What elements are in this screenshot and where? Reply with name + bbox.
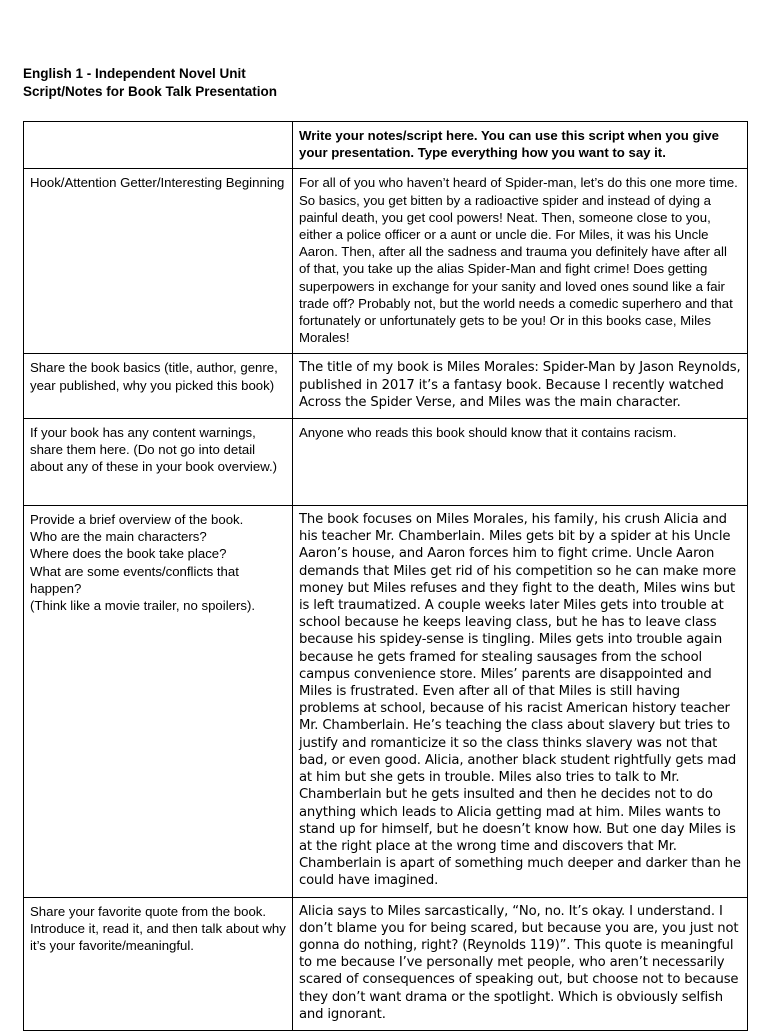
header-instructions-cell: Write your notes/script here. You can use this script when you give your presentation. Type everything how you want to say it. — [293, 122, 748, 169]
table-header-row — [24, 122, 748, 169]
prompt-cell-favorite-quote: Share your favorite quote from the book. Introduce it, read it, and then talk about why it’s your favorite/meaningful. — [24, 897, 293, 1030]
prompt-cell-content-warnings: If your book has any content warnings, share them here. (Do not go into detail about any of these in your book overview.) — [24, 419, 293, 506]
document-title-assignment: Script/Notes for Book Talk Presentation — [23, 84, 278, 99]
table-row-book-basics — [24, 354, 748, 419]
prompt-cell-book-basics: Share the book basics (title, author, genre, year published, why you picked this book) — [24, 354, 293, 419]
table-row-overview — [24, 506, 748, 897]
response-cell-overview[interactable]: The book focuses on Miles Morales, his family, his crush Alicia and his teacher Mr. Chamberlain. Miles gets bit by a spider at his Uncle Aaron’s house, and Aaron forces him to fight crime. Uncle Aaron demands that Miles get rid of his competition so he can make more money but Miles refuses and they fight to the death, Miles wins but is left traumatized. A couple weeks later Miles gets into trouble at school because he keeps leaving class, but he has to leave class because his spidey-sense is tingling. Miles gets into trouble again because he gets framed for stealing sausages from the school campus convenience store. Miles’ parents are disappointed and Miles is frustrated. Even after all of that Miles is still having problems at school, because of his racist American history teacher Mr. Chamberlain. He’s teaching the class about slavery but tries to justify and romanticize it so the class thinks slavery was not that bad, or even good. Alicia, another black student rightfully gets mad at him but she gets in trouble. Miles also tries to talk to Mr. Chamberlain but he gets insulted and then he decides not to do anything which leads to Alicia getting mad at him. Miles wants to stand up for himself, but he doesn’t know how. But one day Miles is at the right place at the wrong time and discovers that Mr. Chamberlain is apart of something much deeper and darker than he could have imagined. — [293, 506, 748, 897]
prompt-cell-hook: Hook/Attention Getter/Interesting Beginning — [24, 169, 293, 354]
response-cell-book-basics[interactable]: The title of my book is Miles Morales: Spider-Man by Jason Reynolds, published in 2017 it’s a fantasy book. Because I recently watched Across the Spider Verse, and Miles was the main character. — [293, 354, 748, 419]
table-row-content-warnings — [24, 419, 748, 506]
response-cell-hook[interactable]: For all of you who haven’t heard of Spider-man, let’s do this one more time. So basics, you get bitten by a radioactive spider and instead of dying a painful death, you get cool powers! Neat. Then, someone close to you, either a police officer or a aunt or uncle die. For Miles, it was his Uncle Aaron. Then, after all the sadness and trauma you definitely have after all of that, you take up the alias Spider-Man and fight crime! Does getting superpowers in exchange for your sanity and loved ones sound like a fair trade off? Probably not, but the world needs a comedic superhero and that fortunately or unfortunately gets to be you! Or in this books case, Miles Morales! — [293, 169, 748, 354]
table-row-hook — [24, 169, 748, 354]
prompt-cell-overview: Provide a brief overview of the book. Who are the main characters? Where does the book take place? What are some events/conflicts that happen? (Think like a movie trailer, no spoilers). — [24, 506, 293, 897]
table-row-favorite-quote — [24, 897, 748, 1030]
document-title-course: English 1 - Independent Novel Unit — [23, 66, 246, 81]
book-talk-notes-table — [23, 121, 748, 1031]
document-header — [23, 65, 277, 101]
header-empty-cell — [24, 122, 293, 169]
response-cell-content-warnings[interactable]: Anyone who reads this book should know that it contains racism. — [293, 419, 748, 506]
response-cell-favorite-quote[interactable]: Alicia says to Miles sarcastically, “No, no. It’s okay. I understand. I don’t blame you for being scared, but because you are, you just not gonna do nothing, right? (Reynolds 119)”. This quote is meaningful to me because I’ve personally met people, who aren’t necessarily scared of consequences of speaking out, but choose not to because they don’t want drama or the spotlight. Which is obviously selfish and ignorant. — [293, 897, 748, 1030]
